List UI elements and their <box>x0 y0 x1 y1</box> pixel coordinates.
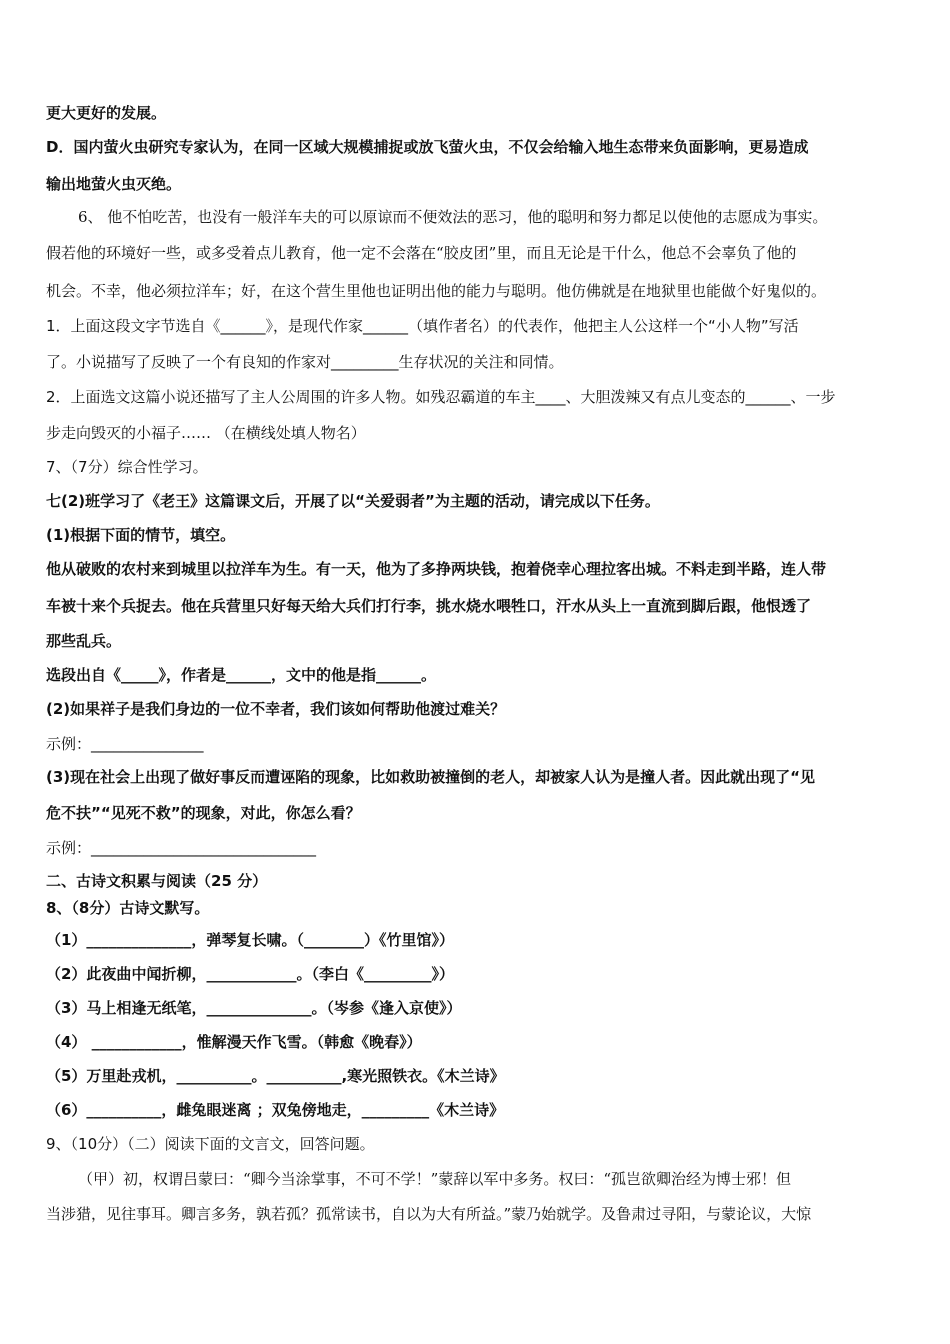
poem-line-2: （2）此夜曲中闻折柳，____________。（李白《_________》） <box>46 965 454 983</box>
question-6-1: 1．上面这段文字节选自《______》，是现代作家______（填作者名）的代表作，他把主人公这样一个“小人物”写活 <box>46 317 799 335</box>
text-line: 输出地萤火虫灭绝。 <box>46 175 182 193</box>
subquestion-1: (1)根据下面的情节，填空。 <box>46 526 236 544</box>
classical-passage-line: 当涉猎，见往事耳。卿言多务，孰若孤？孤常读书，自以为大有所益。”蒙乃始就学。及鲁肃过寻阳，与蒙论议，大惊 <box>46 1205 812 1223</box>
text-line: 七(2)班学习了《老王》这篇课文后，开展了以“关爱弱者”为主题的活动，请完成以下任务。 <box>46 492 660 510</box>
poem-line-4: （4） ____________，惟解漫天作飞雪。（韩愈《晚春》） <box>46 1033 422 1051</box>
poem-line-1: （1）______________，弹琴复长啸。（________）《竹里馆》） <box>46 931 454 949</box>
example-line: 示例：______________________________ <box>46 839 317 857</box>
text-line: 那些乱兵。 <box>46 632 122 650</box>
subquestion-2: (2)如果祥子是我们身边的一位不幸者，我们该如何帮助他渡过难关？ <box>46 700 506 718</box>
poem-line-3: （3）马上相逢无纸笔，______________。（岑参《逢入京使》） <box>46 999 462 1017</box>
classical-passage-line: （甲）初，权谓吕蒙曰：“卿今当涂掌事，不可不学！”蒙辞以军中多务。权曰：“孤岂欲卿治经为博士邪！但 <box>78 1170 792 1188</box>
question-line: 步走向毁灭的小福子…… （在横线处填人物名） <box>46 424 366 442</box>
question-line: 了。小说描写了反映了一个有良知的作家对_________生存状况的关注和同情。 <box>46 353 564 371</box>
subquestion-3: (3)现在社会上出现了做好事反而遭诬陷的现象，比如救助被撞倒的老人，却被家人认为是撞人者。因此就出现了“见 <box>46 768 816 786</box>
question-8-heading: 8、（8分）古诗文默写。 <box>46 899 210 917</box>
text-line: 他从破败的农村来到城里以拉洋车为生。有一天，他为了多挣两块钱，抱着侥幸心理拉客出城。不料走到半路，连人带 <box>46 560 827 578</box>
passage-line: 假若他的环境好一些，或多受着点儿教育，他一定不会落在“胶皮团”里，而且无论是干什么，他总不会辜负了他的 <box>46 244 797 262</box>
text-line: 更大更好的发展。 <box>46 104 167 122</box>
example-line: 示例：_______________ <box>46 735 204 753</box>
question-9-heading: 9、（10分）（二）阅读下面的文言文，回答问题。 <box>46 1135 375 1153</box>
text-line: 危不扶”“见死不救”的现象，对此，你怎么看？ <box>46 804 361 822</box>
text-line: 车被十来个兵捉去。他在兵营里只好每天给大兵们打行李，挑水烧水喂牲口，汗水从头上一直流到脚后跟，他恨透了 <box>46 597 812 615</box>
poem-line-6: （6）__________，雌兔眼迷离 ；双兔傍地走，_________《木兰诗》 <box>46 1101 505 1119</box>
section-heading: 二、古诗文积累与阅读（25 分） <box>46 872 268 890</box>
passage-line: 机会。不幸，他必须拉洋车；好，在这个营生里他也证明出他的能力与聪明。他仿佛就是在地狱里也能做个好鬼似的。 <box>46 282 827 300</box>
option-d-line: D．国内萤火虫研究专家认为，在同一区域大规模捕捉或放飞萤火虫，不仅会给输入地生态带来负面影响，更易造成 <box>46 138 809 156</box>
fill-blank-line: 选段出自《_____》，作者是______，文中的他是指______。 <box>46 666 437 684</box>
question-6-passage: 6、 他不怕吃苦，也没有一般洋车夫的可以原谅而不便效法的恶习，他的聪明和努力都足以使他的志愿成为事实。 <box>78 208 828 226</box>
question-6-2: 2．上面选文这篇小说还描写了主人公周围的许多人物。如残忍霸道的车主____、大胆泼辣又有点儿变态的______、一步 <box>46 388 836 406</box>
question-7-heading: 7、（7分）综合性学习。 <box>46 458 208 476</box>
poem-line-5: （5）万里赴戎机，__________。__________,寒光照铁衣。《木兰诗》 <box>46 1067 505 1085</box>
